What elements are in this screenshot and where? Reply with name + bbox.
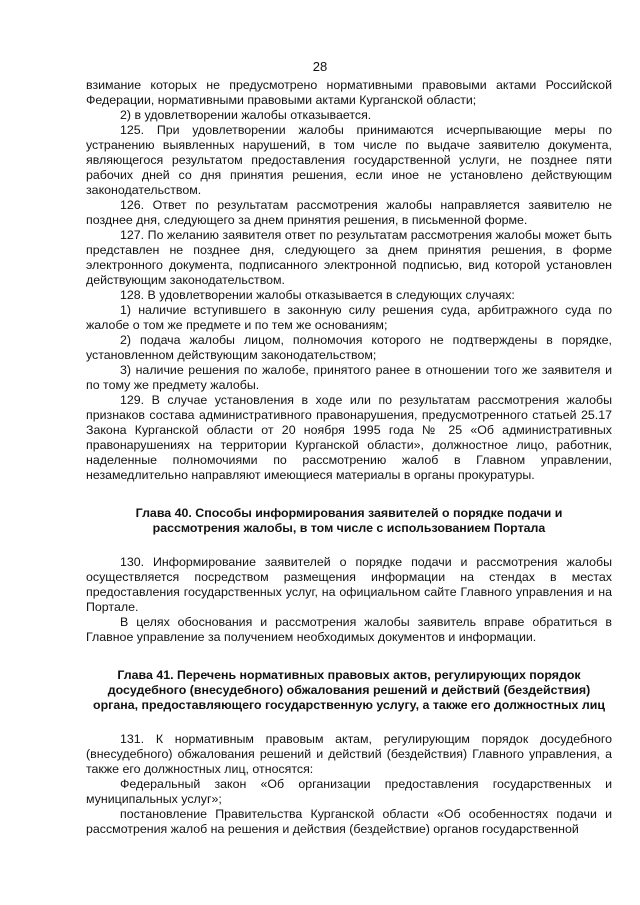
heading-line: органа, предоставляющего государственную услугу, а также его должностных лиц	[93, 698, 605, 712]
list-item: 3) наличие решения по жалобе, принятого ранее в отношении того же заявителя и по тому же предмету жалобы.	[86, 363, 612, 392]
paragraph: 2) в удовлетворении жалобы отказывается.	[120, 108, 372, 122]
paragraph: В целях обоснования и рассмотрения жалобы заявитель вправе обратиться в Главное управление за получением необходимых документов и информации.	[86, 615, 612, 644]
heading-line: рассмотрения жалобы, в том числе с использованием Портала	[152, 521, 546, 535]
paragraph: взимание которых не предусмотрено нормативными правовыми актами Российской Федерации, нормативными правовыми актами Курганской области;	[86, 78, 612, 107]
paragraph: Федеральный закон «Об организации предоставления государственных и муниципальных услуг»;	[86, 777, 612, 806]
page-number: 28	[312, 59, 328, 74]
heading-line: Глава 41. Перечень нормативных правовых актов, регулирующих порядок	[117, 668, 581, 682]
list-item: 2) подача жалобы лицом, полномочия которого не подтверждены в порядке, установленном действующим законодательством;	[86, 333, 612, 362]
heading-line: Глава 40. Способы информирования заявителей о порядке подачи и	[135, 506, 563, 520]
paragraph: постановление Правительства Курганской области «Об особенностях подачи и рассмотрения жалоб на решения и действия (бездействие) органов государственной	[86, 807, 612, 836]
paragraph-126: 126. Ответ по результатам рассмотрения жалобы направляется заявителю не позднее дня, следующего за днем принятия решения, в письменной форме.	[86, 198, 612, 227]
paragraph-128: 128. В удовлетворении жалобы отказывается в следующих случаях:	[120, 288, 515, 302]
paragraph-130: 130. Информирование заявителей о порядке подачи и рассмотрения жалобы осуществляется посредством размещения информации на стендах в местах предоставления государственных услуг, на официальном сайте Главного управления и на Портале.	[86, 555, 612, 614]
paragraph-125: 125. При удовлетворении жалобы принимаются исчерпывающие меры по устранению выявленных нарушений, в том числе по выдаче заявителю документа, являющегося результатом предоставления государственной услуги, не позднее пяти рабочих дней со дня принятия решения, если иное не установлено действующим законодательством.	[86, 123, 612, 197]
chapter-40-heading	[86, 506, 612, 536]
list-item: 1) наличие вступившего в законную силу решения суда, арбитражного суда по жалобе о том же предмете и по тем же основаниям;	[86, 303, 612, 332]
document-body	[86, 78, 612, 837]
paragraph-129: 129. В случае установления в ходе или по результатам рассмотрения жалобы признаков состава административного правонарушения, предусмотренного статьей 25.17 Закона Курганской области от 20 ноября 1995 года № 25 «Об административных правонарушениях на территории Курганской области», должностное лицо, работник, наделенные полномочиями по рассмотрению жалоб в Главном управлении, незамедлительно направляют имеющиеся материалы в органы прокуратуры.	[86, 393, 612, 482]
chapter-41-heading	[86, 668, 612, 713]
paragraph-127: 127. По желанию заявителя ответ по результатам рассмотрения жалобы может быть представлен не позднее дня, следующего за днем принятия решения, в форме электронного документа, подписанного электронной подписью, вид которой установлен действующим законодательством.	[86, 228, 612, 287]
paragraph-131: 131. К нормативным правовым актам, регулирующим порядок досудебного (внесудебного) обжалования решений и действий (бездействия) Главного управления, а также его должностных лиц, относятся:	[86, 732, 612, 776]
heading-line: досудебного (внесудебного) обжалования решений и действий (бездействия)	[107, 683, 591, 697]
